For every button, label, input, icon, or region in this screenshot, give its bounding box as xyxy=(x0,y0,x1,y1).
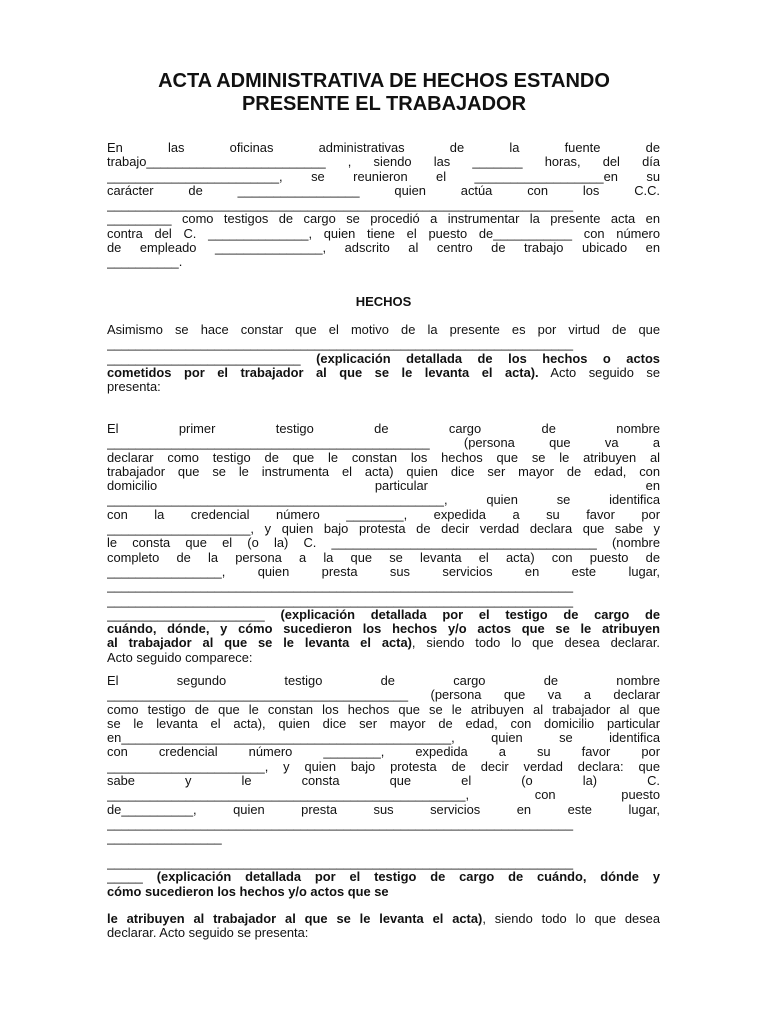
text-line: ________________, quien presta sus servicios en este lugar, xyxy=(107,564,660,579)
text-line xyxy=(107,608,660,622)
document-title xyxy=(0,70,768,116)
text-line: ________________ xyxy=(107,831,222,846)
text-line: de__________, quien presta sus servicios en este lugar, xyxy=(107,802,660,817)
text-line: El primer testigo de cargo de nombre xyxy=(107,422,660,436)
text-line xyxy=(107,352,660,366)
bold-text: (explicación detallada de los hechos o actos xyxy=(316,351,660,366)
text-line: le consta que el (o la) C. _____________________________________ (nombre xyxy=(107,536,660,551)
blank-line: ___________________________ xyxy=(107,351,301,366)
title-line-2: PRESENTE EL TRABAJADOR xyxy=(241,93,527,115)
bold-text: al trabajador al que se le levanta el acta) xyxy=(107,636,412,651)
bold-text: (explicación detallada por el testigo de cargo de xyxy=(280,607,660,622)
text-line: sabe y le consta que el (o la) C. xyxy=(107,774,660,789)
text-line xyxy=(107,622,660,636)
text-line: ______________________, y quien bajo protesta de decir verdad declara: que xyxy=(107,759,660,774)
text-line: __________. xyxy=(107,255,183,270)
text-line: El segundo testigo de cargo de nombre xyxy=(107,674,660,688)
blank-line: ______________________ xyxy=(107,607,265,622)
text-line: con la credencial número ________, expedida a su favor por xyxy=(107,507,660,522)
bold-text: cometidos por el trabajador al que se le levanta el acta). xyxy=(107,365,539,380)
text-line: __________________________________________________, con puesto xyxy=(107,788,660,803)
text-line: se le levanta el acta), quien dice ser mayor de edad, con domicilio particular xyxy=(107,716,660,731)
intro-paragraph xyxy=(107,141,660,270)
text-line: ________________________, se reunieron el __________________en su xyxy=(107,169,660,184)
section-heading: HECHOS xyxy=(355,295,412,309)
segundo-testigo-final xyxy=(107,912,660,941)
hechos-paragraph xyxy=(107,323,660,394)
segundo-testigo-paragraph xyxy=(107,674,660,846)
text-line: de empleado _______________, adscrito al centro de trabajo ubicado en xyxy=(107,241,660,256)
text-line xyxy=(107,912,660,926)
text-line: contra del C. ______________, quien tiene el puesto de___________ con número xyxy=(107,226,660,241)
plain-text: , siendo todo lo que desea xyxy=(482,912,660,926)
text-line: _________________________________________________________________ xyxy=(107,198,573,213)
bold-text: cómo sucedieron los hechos y/o actos que se xyxy=(107,884,389,899)
text-line: trabajo_________________________ , siendo las _______ horas, del día xyxy=(107,155,660,170)
text-line: declarar como testigo de que le constan los hechos que se le atribuyen al xyxy=(107,450,660,465)
text-line: _________________________________________________________________ xyxy=(107,579,573,594)
text-line: presenta: xyxy=(107,380,161,395)
text-line: En las oficinas administrativas de la fuente de xyxy=(107,141,660,155)
text-line: ____________________, y quien bajo protesta de decir verdad declara que sabe y xyxy=(107,522,660,537)
text-line: domicilio particular en xyxy=(107,479,660,494)
text-line: _________________________________________________________________ xyxy=(107,856,573,870)
text-line: carácter de _________________ quien actúa con los C.C. xyxy=(107,183,660,198)
text-line: trabajador que se le instrumenta el acta) quien dice ser mayor de edad, con xyxy=(107,464,660,479)
text-line: _____________________________________________ (persona que va a xyxy=(107,436,660,451)
primer-testigo-paragraph xyxy=(107,422,660,665)
plain-text: , siendo todo lo que desea declarar. xyxy=(411,636,660,651)
text-line xyxy=(107,636,660,650)
blank-line: _____ xyxy=(107,870,143,885)
text-line: con credencial número ________, expedida a su favor por xyxy=(107,745,660,760)
text-line xyxy=(107,366,660,380)
text-line: declarar. Acto seguido se presenta: xyxy=(107,926,309,941)
text-line: como testigo de que le constan los hechos que se le atribuyen al trabajador al que xyxy=(107,702,660,717)
plain-text: Acto seguido se xyxy=(550,365,660,380)
bold-text: le atribuyen al trabajador al que se le levanta el acta) xyxy=(107,912,483,926)
text-line: _________________________________________________________________ xyxy=(107,816,573,831)
title-line-1: ACTA ADMINISTRATIVA DE HECHOS ESTANDO xyxy=(158,70,610,92)
text-line xyxy=(107,870,660,884)
text-line: __________________________________________ (persona que va a declarar xyxy=(107,688,660,703)
text-line: Acto seguido comparece: xyxy=(107,650,253,665)
text-line: _______________________________________________, quien se identifica xyxy=(107,493,660,508)
hechos-section xyxy=(107,295,660,309)
bold-text: (explicación detallada por el testigo de cargo de cuándo, dónde y xyxy=(156,870,660,885)
text-line: _________________________________________________________________ xyxy=(107,337,573,352)
text-line: _________ como testigos de cargo se procedió a instrumentar la presente acta en xyxy=(107,212,660,227)
text-line: _________________________________________________________________ xyxy=(107,593,573,608)
text-line: completo de la persona a la que se levanta el acta) con puesto de xyxy=(107,550,660,565)
bold-text: cuándo, dónde, y cómo sucedieron los hechos y/o actos que se le atribuyen xyxy=(107,622,660,637)
text-line: Asimismo se hace constar que el motivo de la presente es por virtud de que xyxy=(107,323,660,337)
text-line: en______________________________________________, quien se identifica xyxy=(107,731,660,746)
text-line xyxy=(107,885,660,899)
segundo-testigo-closing xyxy=(107,856,660,899)
